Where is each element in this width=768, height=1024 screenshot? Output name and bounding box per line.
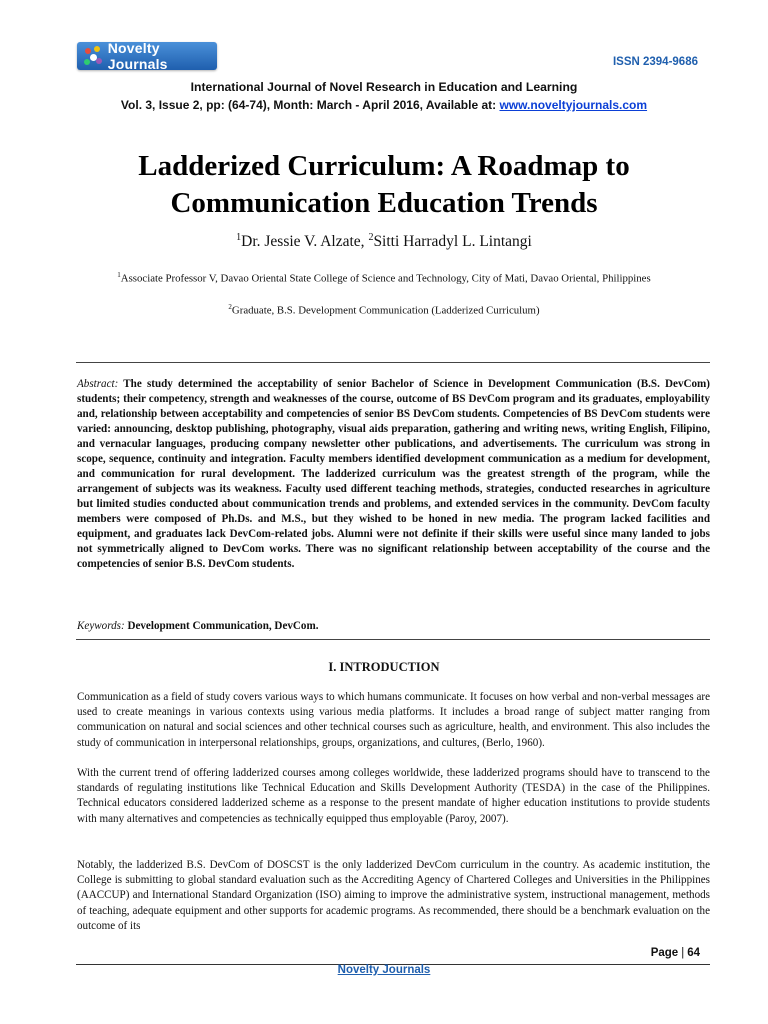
author-1-name: Dr. Jessie V. Alzate,	[241, 233, 369, 251]
keywords	[77, 620, 710, 632]
page-label: Page	[650, 947, 679, 959]
volume-text: Vol. 3, Issue 2, pp: (64-74), Month: March - April 2016, Available at:	[120, 98, 500, 112]
affiliation-2-sup: 2	[228, 303, 232, 311]
author-2-name: Sitti Harradyl L. Lintangi	[373, 233, 532, 251]
abstract-text: The study determined the acceptability of senior Bachelor of Science in Development Communication (B.S. DevCom) students; their competency, strength and weaknesses of the course, outcome of BS DevCom program and its graduates, employability and, relationship between acceptability and competencies of senior BS DevCom students. Competencies of BS DevCom students were varied: announcing, desktop publishing, photography, visual aids preparation, gathering and writing news, writing English, Filipino, and vernacular languages, producing company newsletter other publications, and advertisements. The curriculum was strong in scope, sequence, continuity and integration. Faculty members identified development communication as a medium for development, and communication for rural development. The ladderized curriculum was the greatest strength of the program, while the arrangement of subjects was its weakness. Faculty used different teaching methods, strategies, conducted researches in agriculture but limited studies conducted about communication trends and problems, and extended services in the community. DevCom faculty members were composed of Ph.Ds. and M.S., but they wished to be honed in new media. The program lacked facilities and equipment, and graduates lack DevCom-related jobs. Alumni were not definite if their skills were useful since many landed to jobs not symmetrically aligned to DevCom works. There was no significant relationship between acceptability of the course and the competencies of senior B.S. DevCom students.	[77, 378, 710, 570]
paragraph-1: Communication as a field of study covers various ways to which humans communicate. It focuses on how verbal and non-verbal messages are used to create meanings in various contexts using various media platforms. It includes a broad range of subject matter ranging from communication on natural and social sciences and other technical courses such as agriculture, health, and environment. This also includes the study of communication in interpersonal relationships, groups, organizations, and cultures, (Berlo, 1960).	[77, 691, 710, 749]
molecule-icon	[83, 45, 104, 67]
abstract-label: Abstract:	[77, 378, 119, 390]
journal-name: International Journal of Novel Research in Education and Learning	[190, 80, 578, 94]
affiliation-1	[90, 268, 678, 287]
page-number-value: 64	[687, 947, 700, 959]
affiliation-1-text: Associate Professor V, Davao Oriental State College of Science and Technology, City of Mati, Davao Oriental, Philippines	[120, 272, 651, 285]
affiliation-2-text: Graduate, B.S. Development Communication (Ladderized Curriculum)	[231, 304, 540, 317]
author-2-sup: 2	[368, 232, 374, 243]
page-number	[651, 947, 700, 959]
volume-info	[0, 98, 768, 112]
issn: ISSN 2394-9686	[612, 56, 698, 68]
article-title: Ladderized Curriculum: A Roadmap to Communication Education Trends	[138, 150, 630, 219]
keywords-label: Keywords:	[77, 620, 125, 632]
paragraph-3: Notably, the ladderized B.S. DevCom of DOSCST is the only ladderized DevCom curriculum in the country. As academic institution, the College is submitting to global standard evaluation such as the Accrediting Agency of Chartered Colleges and Universities in the Philippines (AACCUP) and International Standard Organization (ISO) aiming to improve the administrative system, instructional management, methods of teaching, adequate equipment and other supports for academic programs. As recommended, there should be a benchmark evaluation on the outcome of its	[77, 859, 710, 932]
publisher-logo	[77, 42, 217, 70]
abstract-top-rule	[76, 362, 710, 363]
author-list	[0, 232, 768, 251]
paragraph-2: With the current trend of offering ladderized courses among colleges worldwide, these ladderized programs should have to transcend to the standards of regulating institutions like Technical Education and Skills Development Authority (TESDA) in the case of the Philippines. Technical educators considered ladderized scheme as a response to the present mandate of higher education institutions to provide students with many alternatives and competencies as technically equipped thus employable (Paroy, 2007).	[77, 767, 710, 825]
abstract-bottom-rule	[76, 639, 710, 640]
logo-text: Novelty Journals	[107, 40, 168, 72]
footer-publisher[interactable]: Novelty Journals	[337, 964, 431, 976]
author-1-sup: 1	[236, 232, 242, 243]
abstract	[77, 377, 710, 572]
keywords-text: Development Communication, DevCom.	[127, 620, 319, 632]
affiliation-1-sup: 1	[117, 271, 121, 279]
footer	[0, 964, 768, 976]
page-separator: |	[681, 947, 685, 959]
section-heading: I. INTRODUCTION	[328, 660, 440, 674]
journal-url-link[interactable]: www.noveltyjournals.com	[499, 98, 648, 112]
affiliation-2	[90, 300, 678, 319]
